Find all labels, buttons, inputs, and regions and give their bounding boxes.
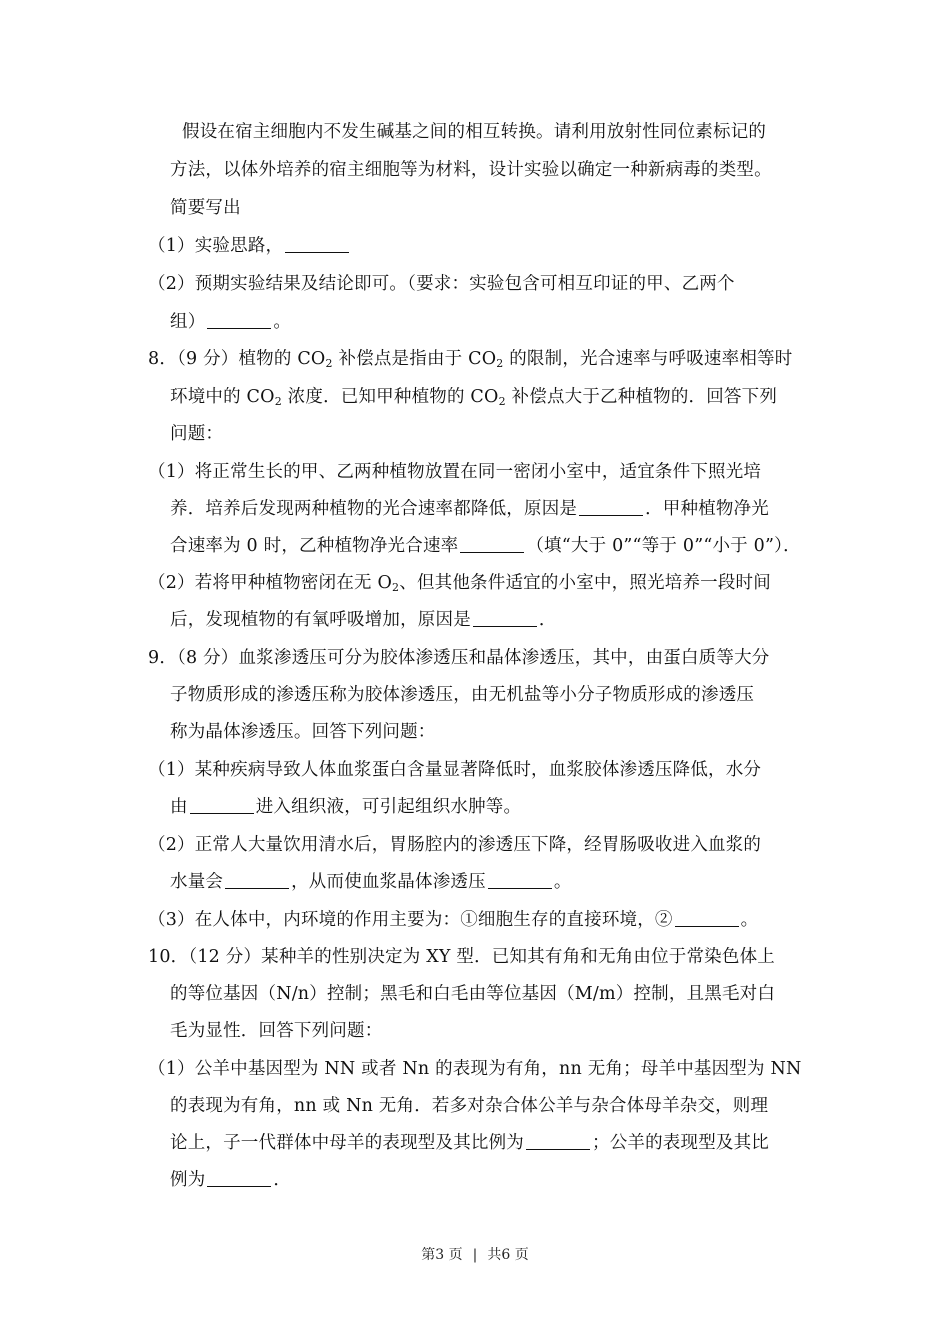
q10-line-2: 的等位基因（N/n）控制；黑毛和白毛由等位基因（M/m）控制，且黑毛对白 — [170, 984, 776, 1004]
intro-sub-1: （1）实验思路， — [148, 234, 351, 258]
q9-part1-line-2: 由 进入组织液，可引起组织水肿等。 — [170, 797, 522, 817]
q8-part1-line-1: （1）将正常生长的甲、乙两种植物放置在同一密闭小室中，适宜条件下照光培 — [148, 462, 762, 482]
intro-sub-2b: 组） 。 — [170, 312, 292, 332]
q8-line-3: 问题： — [170, 424, 224, 444]
answer-blank[interactable] — [190, 795, 254, 814]
page-footer — [0, 1244, 950, 1264]
q10-line-3: 毛为显性．回答下列问题： — [170, 1021, 383, 1041]
q9-line-2: 子物质形成的渗透压称为胶体渗透压，由无机盐等小分子物质形成的渗透压 — [170, 685, 755, 705]
intro-line-2: 方法，以体外培养的宿主细胞等为材料，设计实验以确定一种新病毒的类型。 — [170, 160, 772, 180]
q8-part1-line-3: 合速率为 0 时，乙种植物净光合速率 （填“大于 0”“等于 0”“小于 0”）． — [170, 536, 801, 556]
answer-blank[interactable] — [460, 534, 524, 553]
q10-part1-line-3: 论上，子一代群体中母羊的表现型及其比例为 ；公羊的表现型及其比 — [170, 1133, 769, 1153]
answer-blank[interactable] — [225, 870, 289, 889]
answer-blank[interactable] — [488, 870, 552, 889]
q9-part2-line-1: （2）正常人大量饮用清水后，胃肠腔内的渗透压下降，经胃肠吸收进入血浆的 — [148, 835, 762, 855]
answer-blank[interactable] — [526, 1131, 590, 1150]
answer-blank[interactable] — [579, 497, 643, 516]
answer-blank[interactable] — [207, 310, 271, 329]
q10-line-1: 10．（12 分）某种羊的性别决定为 XY 型．已知其有角和无角由位于常染色体上 — [148, 947, 775, 967]
q9-part3-line-1: （3）在人体中，内环境的作用主要为：①细胞生存的直接环境，② 。 — [148, 910, 759, 930]
answer-blank[interactable] — [207, 1168, 271, 1187]
q8-part1-line-2: 养．培养后发现两种植物的光合速率都降低，原因是 ．甲种植物净光 — [170, 499, 770, 519]
q10-part1-line-2: 的表现为有角，nn 或 Nn 无角．若多对杂合体公羊与杂合体母羊杂交，则理 — [170, 1096, 769, 1116]
answer-blank[interactable] — [285, 234, 349, 253]
q9-line-3: 称为晶体渗透压。回答下列问题： — [170, 722, 436, 742]
intro-line-3: 简要写出 — [170, 198, 241, 218]
answer-blank[interactable] — [675, 908, 739, 927]
q8-part2-line-1: （2）若将甲种植物密闭在无 $O_2$、但其他条件适宜的小室中，照光培养一段时间 — [148, 573, 771, 594]
q9-part2-line-2: 水量会 ，从而使血浆晶体渗透压 。 — [170, 872, 572, 892]
page-number: 第3 页 — [421, 1247, 463, 1263]
q8-line-2: 环境中的 $CO_2$ 浓度．已知甲种植物的 $CO_2$ 补偿点大于乙种植物的．回答下列 — [170, 387, 778, 408]
q10-part1-line-1: （1）公羊中基因型为 NN 或者 Nn 的表现为有角，nn 无角；母羊中基因型为 NN — [148, 1059, 802, 1079]
q10-part1-line-4: 例为 ． — [170, 1170, 292, 1190]
q9-part1-line-1: （1）某种疾病导致人体血浆蛋白含量显著降低时，血浆胶体渗透压降低，水分 — [148, 760, 762, 780]
footer-separator: | — [472, 1247, 478, 1263]
intro-sub-2a: （2）预期实验结果及结论即可。（要求：实验包含可相互印证的甲、乙两个 — [148, 274, 735, 294]
q8-part2-line-2: 后，发现植物的有氧呼吸增加，原因是 ． — [170, 610, 557, 630]
q8-line-1: 8．（9 分）植物的 $CO_2$ 补偿点是指由于 $CO_2$ 的限制，光合速率与呼吸速率相等时 — [148, 349, 793, 370]
page-total: 共6 页 — [487, 1247, 529, 1263]
answer-blank[interactable] — [473, 608, 537, 627]
intro-line-1: 假设在宿主细胞内不发生碱基之间的相互转换。请利用放射性同位素标记的 — [182, 122, 767, 142]
q9-line-1: 9．（8 分）血浆渗透压可分为胶体渗透压和晶体渗透压，其中，由蛋白质等大分 — [148, 648, 770, 668]
